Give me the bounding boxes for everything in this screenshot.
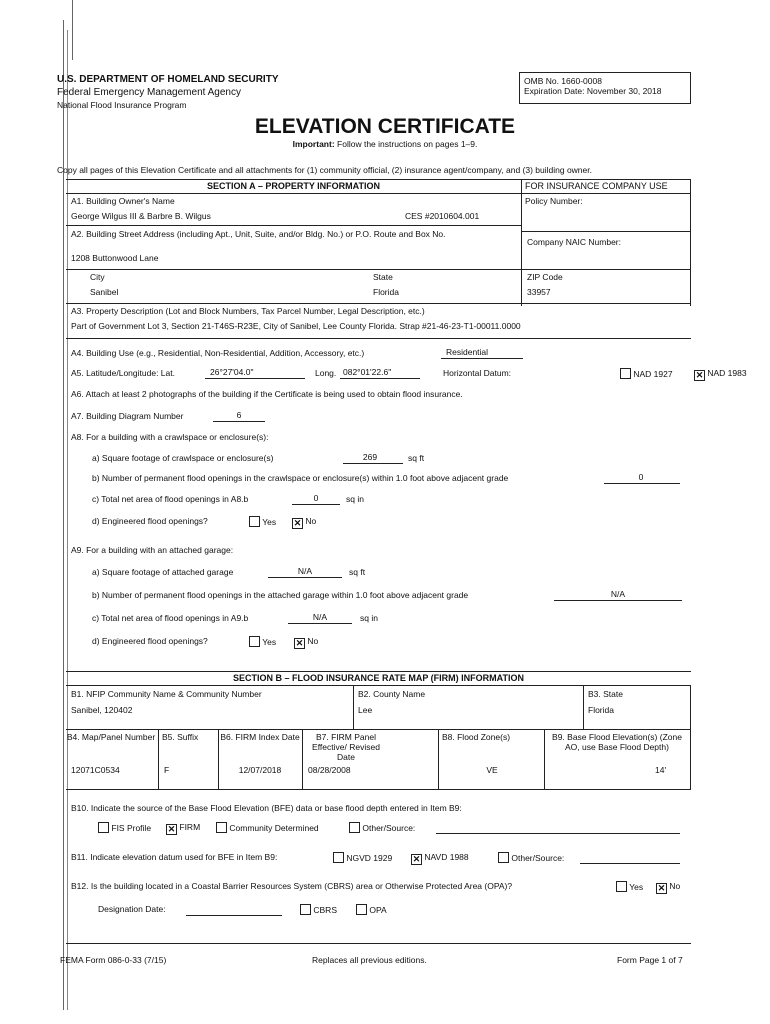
a4-label: A4. Building Use (e.g., Residential, Non-Residential, Addition, Accessory, etc.) xyxy=(71,348,365,358)
insurance-use-heading: FOR INSURANCE COMPANY USE xyxy=(525,181,668,191)
crawlspace-net-area-value[interactable]: 0 xyxy=(313,493,319,503)
opa-option[interactable]: OPA xyxy=(356,904,387,915)
diagram-number-value[interactable]: 6 xyxy=(236,410,242,420)
a8d-no-checkbox[interactable]: ✕ xyxy=(293,518,302,528)
garage-net-area-value[interactable]: N/A xyxy=(312,612,328,622)
city-label: City xyxy=(90,272,105,282)
a8d-yes-option[interactable]: Yes xyxy=(249,516,276,527)
b12-yes-checkbox[interactable] xyxy=(616,881,627,892)
zip-value[interactable]: 33957 xyxy=(527,287,551,297)
owner-name-value[interactable]: George Wilgus III & Barbre B. Wilgus xyxy=(71,211,211,221)
firm-index-date-value[interactable]: 12/07/2018 xyxy=(238,765,282,775)
navd-option[interactable]: ✕ NAVD 1988 xyxy=(412,852,469,864)
a9d-no-checkbox[interactable]: ✕ xyxy=(295,638,304,648)
b11-other-option[interactable]: Other/Source: xyxy=(498,852,564,863)
b12-yes-option[interactable]: Yes xyxy=(616,881,643,892)
a5-label: A5. Latitude/Longitude: Lat. xyxy=(71,368,175,378)
latitude-value[interactable]: 26°27'04.0" xyxy=(210,367,254,377)
b2-label: B2. County Name xyxy=(358,689,426,699)
a9b-label: b) Number of permanent flood openings in the attached garage within 1.0 foot above adjacent grade xyxy=(92,590,469,600)
form-number: FEMA Form 086-0-33 (7/15) xyxy=(60,955,167,965)
a8c-label: c) Total net area of flood openings in A8.b xyxy=(92,494,249,504)
important-text: Follow the instructions on pages 1–9. xyxy=(337,139,478,149)
property-description-value[interactable]: Part of Government Lot 3, Section 21-T46S-R23E, City of Sanibel, Lee County Florida. Strap #21-46-23-T1-00011.0000 xyxy=(71,321,521,331)
fis-profile-checkbox[interactable] xyxy=(98,822,109,833)
ces-number: CES #2010604.001 xyxy=(405,211,480,221)
cbrs-checkbox[interactable] xyxy=(300,904,311,915)
a8c-unit: sq in xyxy=(346,494,364,504)
a9d-label: d) Engineered flood openings? xyxy=(92,636,208,646)
b1-label: B1. NFIP Community Name & Community Number xyxy=(71,689,262,699)
state-value[interactable]: Florida xyxy=(373,287,399,297)
b7-label: B7. FIRM Panel Effective/ Revised Date xyxy=(312,732,380,762)
b12-text: B12. Is the building located in a Coastal Barrier Resources System (CBRS) area or Otherwise Protected Area (OPA)? xyxy=(71,881,513,891)
omb-number: OMB No. 1660-0008 xyxy=(524,76,602,86)
garage-sqft-value[interactable]: N/A xyxy=(297,566,313,576)
garage-openings-value[interactable]: N/A xyxy=(610,589,626,599)
a8d-no-option[interactable]: ✕ No xyxy=(293,516,317,528)
a9-label: A9. For a building with an attached garage: xyxy=(71,545,234,555)
navd-1988-checkbox[interactable]: ✕ xyxy=(412,854,421,864)
important-label: Important: xyxy=(292,139,335,149)
b11-text: B11. Indicate elevation datum used for BFE in Item B9: xyxy=(71,852,278,862)
crawlspace-sqft-value[interactable]: 269 xyxy=(362,452,378,462)
community-value[interactable]: Sanibel, 120402 xyxy=(71,705,133,715)
b9-label: B9. Base Flood Elevation(s) (Zone AO, use Base Flood Depth) xyxy=(552,732,682,752)
b11-other-checkbox[interactable] xyxy=(498,852,509,863)
a9c-unit: sq in xyxy=(360,613,378,623)
city-value[interactable]: Sanibel xyxy=(90,287,119,297)
street-address-value[interactable]: 1208 Buttonwood Lane xyxy=(71,253,159,263)
community-determined-checkbox[interactable] xyxy=(216,822,227,833)
firm-panel-date-value[interactable]: 08/28/2008 xyxy=(308,765,351,775)
b5-label: B5. Suffix xyxy=(162,732,199,742)
a6-text: A6. Attach at least 2 photographs of the building if the Certificate is being used to obtain flood insurance. xyxy=(71,389,463,399)
dept-name: U.S. DEPARTMENT OF HOMELAND SECURITY xyxy=(57,74,279,85)
a3-label: A3. Property Description (Lot and Block Numbers, Tax Parcel Number, Legal Description, etc.) xyxy=(71,306,425,316)
page-title: ELEVATION CERTIFICATE xyxy=(254,115,516,138)
page-number: Form Page 1 of 7 xyxy=(617,955,683,965)
ngvd-option[interactable]: NGVD 1929 xyxy=(333,852,392,863)
a8a-label: a) Square footage of crawlspace or enclosure(s) xyxy=(92,453,274,463)
community-determined-option[interactable]: Community Determined xyxy=(216,822,319,833)
firm-checkbox[interactable]: ✕ xyxy=(167,824,176,834)
firm-option[interactable]: ✕ FIRM xyxy=(167,822,201,834)
a8a-unit: sq ft xyxy=(408,453,425,463)
a8b-label: b) Number of permanent flood openings in the crawlspace or enclosure(s) within 1.0 foot above adjacent grade xyxy=(92,473,509,483)
important-note xyxy=(200,139,570,149)
a7-label: A7. Building Diagram Number xyxy=(71,411,184,421)
building-use-value[interactable]: Residential xyxy=(446,347,489,357)
ngvd-1929-checkbox[interactable] xyxy=(333,852,344,863)
other-source-checkbox[interactable] xyxy=(349,822,360,833)
b6-label: B6. FIRM Index Date xyxy=(220,732,300,742)
longitude-value[interactable]: 082°01'22.6" xyxy=(343,367,392,377)
a9d-no-option[interactable]: ✕ No xyxy=(295,636,319,648)
cbrs-option[interactable]: CBRS xyxy=(300,904,337,915)
b10-text: B10. Indicate the source of the Base Flood Elevation (BFE) data or base flood depth entered in Item B9: xyxy=(71,803,462,813)
opa-checkbox[interactable] xyxy=(356,904,367,915)
crawlspace-openings-value[interactable]: 0 xyxy=(638,472,644,482)
a9a-label: a) Square footage of attached garage xyxy=(92,567,234,577)
a9d-yes-option[interactable]: Yes xyxy=(249,636,276,647)
designation-date-label: Designation Date: xyxy=(98,904,166,914)
base-flood-elevation-value[interactable]: 14' xyxy=(655,765,667,775)
a8d-label: d) Engineered flood openings? xyxy=(92,516,208,526)
a2-label: A2. Building Street Address (including Apt., Unit, Suite, and/or Bldg. No.) or P.O. Route and Box No. xyxy=(71,229,446,239)
b12-no-checkbox[interactable]: ✕ xyxy=(657,883,666,893)
suffix-value[interactable]: F xyxy=(164,765,170,775)
scan-line xyxy=(72,0,73,60)
county-value[interactable]: Lee xyxy=(358,705,373,715)
program-name: National Flood Insurance Program xyxy=(57,100,187,110)
longitude-label: Long. xyxy=(315,368,337,378)
b3-state-value[interactable]: Florida xyxy=(588,705,614,715)
a8d-yes-checkbox[interactable] xyxy=(249,516,260,527)
omb-box xyxy=(519,72,691,104)
policy-number-label: Policy Number: xyxy=(525,196,583,206)
nad-1927-option[interactable]: NAD 1927 xyxy=(620,368,673,379)
b12-no-option[interactable]: ✕ No xyxy=(657,881,681,893)
b4-label: B4. Map/Panel Number xyxy=(66,732,156,742)
zip-label: ZIP Code xyxy=(527,272,563,282)
a9c-label: c) Total net area of flood openings in A9.b xyxy=(92,613,249,623)
naic-number-label: Company NAIC Number: xyxy=(527,237,622,247)
section-b-heading: SECTION B – FLOOD INSURANCE RATE MAP (FIRM) INFORMATION xyxy=(233,673,524,683)
nad-1983-option[interactable]: ✕ NAD 1983 xyxy=(695,368,747,380)
replaces-note: Replaces all previous editions. xyxy=(312,955,427,965)
fis-profile-option[interactable]: FIS Profile xyxy=(98,822,151,833)
a1-label: A1. Building Owner's Name xyxy=(71,196,175,206)
other-source-option[interactable]: Other/Source: xyxy=(349,822,415,833)
nad-1927-checkbox[interactable] xyxy=(620,368,631,379)
horizontal-datum-label: Horizontal Datum: xyxy=(443,368,512,378)
section-a-heading: SECTION A – PROPERTY INFORMATION xyxy=(206,181,380,191)
nad-1983-checkbox[interactable]: ✕ xyxy=(695,370,704,380)
b8-label: B8. Flood Zone(s) xyxy=(442,732,511,742)
flood-zone-value[interactable]: VE xyxy=(486,765,498,775)
copy-note: Copy all pages of this Elevation Certificate and all attachments for (1) community official, (2) insurance agent/company, and (3) building owner. xyxy=(57,165,592,175)
expiration-date: Expiration Date: November 30, 2018 xyxy=(524,86,662,96)
scan-line xyxy=(67,30,68,1010)
a8-label: A8. For a building with a crawlspace or enclosure(s): xyxy=(71,432,269,442)
state-label: State xyxy=(373,272,393,282)
agency-name: Federal Emergency Management Agency xyxy=(57,87,241,98)
map-panel-value[interactable]: 12071C0534 xyxy=(71,765,120,775)
a9d-yes-checkbox[interactable] xyxy=(249,636,260,647)
b3-label: B3. State xyxy=(588,689,623,699)
a9a-unit: sq ft xyxy=(349,567,366,577)
